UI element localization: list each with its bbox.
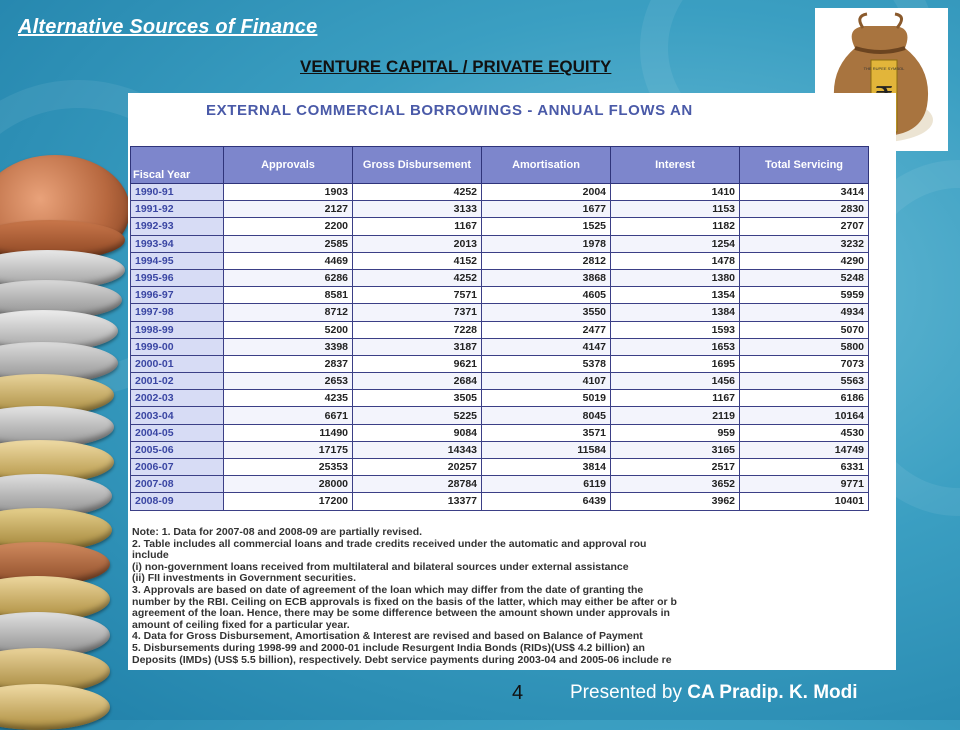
value-cell: 3550 bbox=[482, 304, 611, 321]
value-cell: 1978 bbox=[482, 235, 611, 252]
value-cell: 1695 bbox=[611, 355, 740, 372]
table-body bbox=[131, 184, 869, 511]
value-cell: 4147 bbox=[482, 338, 611, 355]
value-cell: 1525 bbox=[482, 218, 611, 235]
table-row bbox=[131, 373, 869, 390]
note-line: number by the RBI. Ceiling on ECB approvals is fixed on the basis of the latter, which may either be after or b bbox=[132, 595, 677, 608]
value-cell: 1354 bbox=[611, 287, 740, 304]
value-cell: 9084 bbox=[353, 424, 482, 441]
value-cell: 5563 bbox=[740, 373, 869, 390]
ecb-document-panel bbox=[128, 93, 896, 670]
value-cell: 11584 bbox=[482, 441, 611, 458]
fiscal-year-cell: 1991-92 bbox=[131, 201, 224, 218]
value-cell: 4934 bbox=[740, 304, 869, 321]
value-cell: 4252 bbox=[353, 269, 482, 286]
note-line: (i) non-government loans received from multilateral and bilateral sources under external assistance bbox=[132, 560, 629, 573]
value-cell: 14749 bbox=[740, 441, 869, 458]
value-cell: 7571 bbox=[353, 287, 482, 304]
table-row bbox=[131, 407, 869, 424]
note-line: (ii) FII investments in Government securities. bbox=[132, 572, 357, 585]
presented-by-label: Presented by bbox=[570, 682, 688, 703]
value-cell: 4469 bbox=[224, 252, 353, 269]
fiscal-year-cell: 2001-02 bbox=[131, 373, 224, 390]
value-cell: 11490 bbox=[224, 424, 353, 441]
fiscal-year-cell: 2000-01 bbox=[131, 355, 224, 372]
note-line: agreement of the loan. Hence, there may be some difference between the amount shown under approvals in bbox=[132, 607, 670, 620]
value-cell: 7073 bbox=[740, 355, 869, 372]
table-row bbox=[131, 424, 869, 441]
table-row bbox=[131, 355, 869, 372]
fiscal-year-cell: 1993-94 bbox=[131, 235, 224, 252]
value-cell: 2707 bbox=[740, 218, 869, 235]
value-cell: 25353 bbox=[224, 459, 353, 476]
value-cell: 4290 bbox=[740, 252, 869, 269]
value-cell: 3571 bbox=[482, 424, 611, 441]
value-cell: 8581 bbox=[224, 287, 353, 304]
table-row bbox=[131, 476, 869, 493]
value-cell: 28000 bbox=[224, 476, 353, 493]
value-cell: 1153 bbox=[611, 201, 740, 218]
value-cell: 4605 bbox=[482, 287, 611, 304]
value-cell: 1410 bbox=[611, 184, 740, 201]
value-cell: 4152 bbox=[353, 252, 482, 269]
value-cell: 2127 bbox=[224, 201, 353, 218]
value-cell: 9621 bbox=[353, 355, 482, 372]
value-cell: 5200 bbox=[224, 321, 353, 338]
note-line: 3. Approvals are based on date of agreement of the loan which may differ from the date of granting the bbox=[132, 583, 644, 596]
value-cell: 1653 bbox=[611, 338, 740, 355]
fiscal-year-cell: 1999-00 bbox=[131, 338, 224, 355]
note-line: 4. Data for Gross Disbursement, Amortisation & Interest are revised and based on Balance of Payment bbox=[132, 630, 643, 643]
value-cell: 6439 bbox=[482, 493, 611, 510]
table-row bbox=[131, 235, 869, 252]
value-cell: 5225 bbox=[353, 407, 482, 424]
value-cell: 5019 bbox=[482, 390, 611, 407]
fiscal-year-cell: 2007-08 bbox=[131, 476, 224, 493]
value-cell: 3505 bbox=[353, 390, 482, 407]
fiscal-year-cell: 2004-05 bbox=[131, 424, 224, 441]
fiscal-year-cell: 2008-09 bbox=[131, 493, 224, 510]
value-cell: 7371 bbox=[353, 304, 482, 321]
table-row bbox=[131, 287, 869, 304]
value-cell: 3133 bbox=[353, 201, 482, 218]
table-row bbox=[131, 201, 869, 218]
value-cell: 3652 bbox=[611, 476, 740, 493]
table-row bbox=[131, 252, 869, 269]
note-line: amount of ceiling fixed for a particular year. bbox=[132, 618, 350, 631]
value-cell: 8045 bbox=[482, 407, 611, 424]
fiscal-year-cell: 2005-06 bbox=[131, 441, 224, 458]
value-cell: 9771 bbox=[740, 476, 869, 493]
coin-stack-image bbox=[0, 150, 128, 720]
table-row bbox=[131, 184, 869, 201]
note-line: include bbox=[132, 549, 169, 562]
value-cell: 3814 bbox=[482, 459, 611, 476]
value-cell: 2004 bbox=[482, 184, 611, 201]
value-cell: 6331 bbox=[740, 459, 869, 476]
document-title: EXTERNAL COMMERCIAL BORROWINGS - ANNUAL FLOWS AN bbox=[206, 102, 693, 119]
value-cell: 4530 bbox=[740, 424, 869, 441]
value-cell: 10164 bbox=[740, 407, 869, 424]
table-row bbox=[131, 441, 869, 458]
fiscal-year-cell: 1992-93 bbox=[131, 218, 224, 235]
value-cell: 1254 bbox=[611, 235, 740, 252]
header-title: Alternative Sources of Finance bbox=[18, 16, 318, 38]
value-cell: 2585 bbox=[224, 235, 353, 252]
table-notes bbox=[132, 527, 896, 666]
value-cell: 5070 bbox=[740, 321, 869, 338]
value-cell: 3232 bbox=[740, 235, 869, 252]
value-cell: 6186 bbox=[740, 390, 869, 407]
value-cell: 4107 bbox=[482, 373, 611, 390]
table-row bbox=[131, 390, 869, 407]
value-cell: 1478 bbox=[611, 252, 740, 269]
fiscal-year-cell: 1997-98 bbox=[131, 304, 224, 321]
value-cell: 14343 bbox=[353, 441, 482, 458]
value-cell: 20257 bbox=[353, 459, 482, 476]
column-header: Total Servicing bbox=[740, 147, 869, 184]
note-line: 2. Table includes all commercial loans and trade credits received under the automatic and approval rou bbox=[132, 537, 647, 550]
note-line: 5. Disbursements during 1998-99 and 2000-01 include Resurgent India Bonds (RIDs)(US$ 4.2 billion) an bbox=[132, 641, 645, 654]
value-cell: 5248 bbox=[740, 269, 869, 286]
column-header: Fiscal Year bbox=[131, 147, 224, 184]
fiscal-year-cell: 1996-97 bbox=[131, 287, 224, 304]
value-cell: 3414 bbox=[740, 184, 869, 201]
value-cell: 959 bbox=[611, 424, 740, 441]
value-cell: 6671 bbox=[224, 407, 353, 424]
value-cell: 2119 bbox=[611, 407, 740, 424]
value-cell: 7228 bbox=[353, 321, 482, 338]
value-cell: 2684 bbox=[353, 373, 482, 390]
table-row bbox=[131, 338, 869, 355]
value-cell: 1167 bbox=[353, 218, 482, 235]
value-cell: 17200 bbox=[224, 493, 353, 510]
fiscal-year-cell: 1990-91 bbox=[131, 184, 224, 201]
value-cell: 1167 bbox=[611, 390, 740, 407]
value-cell: 2477 bbox=[482, 321, 611, 338]
value-cell: 5378 bbox=[482, 355, 611, 372]
table-row bbox=[131, 304, 869, 321]
table-row bbox=[131, 321, 869, 338]
value-cell: 6119 bbox=[482, 476, 611, 493]
value-cell: 1380 bbox=[611, 269, 740, 286]
page-number: 4 bbox=[512, 682, 524, 704]
value-cell: 13377 bbox=[353, 493, 482, 510]
value-cell: 5800 bbox=[740, 338, 869, 355]
value-cell: 28784 bbox=[353, 476, 482, 493]
table-row bbox=[131, 269, 869, 286]
value-cell: 5959 bbox=[740, 287, 869, 304]
logo-caption: THE RUPEE SYMBOL bbox=[863, 66, 905, 71]
value-cell: 4252 bbox=[353, 184, 482, 201]
table-row bbox=[131, 459, 869, 476]
column-header: Gross Disbursement bbox=[353, 147, 482, 184]
value-cell: 4235 bbox=[224, 390, 353, 407]
value-cell: 2517 bbox=[611, 459, 740, 476]
value-cell: 1677 bbox=[482, 201, 611, 218]
value-cell: 1182 bbox=[611, 218, 740, 235]
value-cell: 3398 bbox=[224, 338, 353, 355]
gold-coin bbox=[0, 684, 110, 730]
value-cell: 2812 bbox=[482, 252, 611, 269]
fiscal-year-cell: 1998-99 bbox=[131, 321, 224, 338]
column-header: Amortisation bbox=[482, 147, 611, 184]
table-header-row bbox=[131, 147, 869, 184]
column-header: Interest bbox=[611, 147, 740, 184]
value-cell: 2830 bbox=[740, 201, 869, 218]
ecb-table bbox=[130, 146, 869, 511]
value-cell: 1384 bbox=[611, 304, 740, 321]
slide-subtitle: VENTURE CAPITAL / PRIVATE EQUITY bbox=[300, 57, 612, 76]
fiscal-year-cell: 2003-04 bbox=[131, 407, 224, 424]
value-cell: 2837 bbox=[224, 355, 353, 372]
presenter-credit bbox=[570, 682, 858, 704]
fiscal-year-cell: 1994-95 bbox=[131, 252, 224, 269]
value-cell: 10401 bbox=[740, 493, 869, 510]
value-cell: 1456 bbox=[611, 373, 740, 390]
note-line: Note: 1. Data for 2007-08 and 2008-09 are partially revised. bbox=[132, 526, 423, 538]
value-cell: 2653 bbox=[224, 373, 353, 390]
value-cell: 1903 bbox=[224, 184, 353, 201]
fiscal-year-cell: 2002-03 bbox=[131, 390, 224, 407]
value-cell: 6286 bbox=[224, 269, 353, 286]
presenter-name: CA Pradip. K. Modi bbox=[687, 682, 858, 703]
note-line: Deposits (IMDs) (US$ 5.5 billion), respectively. Debt service payments during 2003-04 and 2005-06 include re bbox=[132, 653, 672, 666]
value-cell: 8712 bbox=[224, 304, 353, 321]
table-row bbox=[131, 493, 869, 510]
value-cell: 3868 bbox=[482, 269, 611, 286]
column-header: Approvals bbox=[224, 147, 353, 184]
value-cell: 2013 bbox=[353, 235, 482, 252]
value-cell: 3165 bbox=[611, 441, 740, 458]
value-cell: 17175 bbox=[224, 441, 353, 458]
value-cell: 1593 bbox=[611, 321, 740, 338]
value-cell: 3187 bbox=[353, 338, 482, 355]
table-row bbox=[131, 218, 869, 235]
fiscal-year-cell: 2006-07 bbox=[131, 459, 224, 476]
fiscal-year-cell: 1995-96 bbox=[131, 269, 224, 286]
value-cell: 3962 bbox=[611, 493, 740, 510]
value-cell: 2200 bbox=[224, 218, 353, 235]
